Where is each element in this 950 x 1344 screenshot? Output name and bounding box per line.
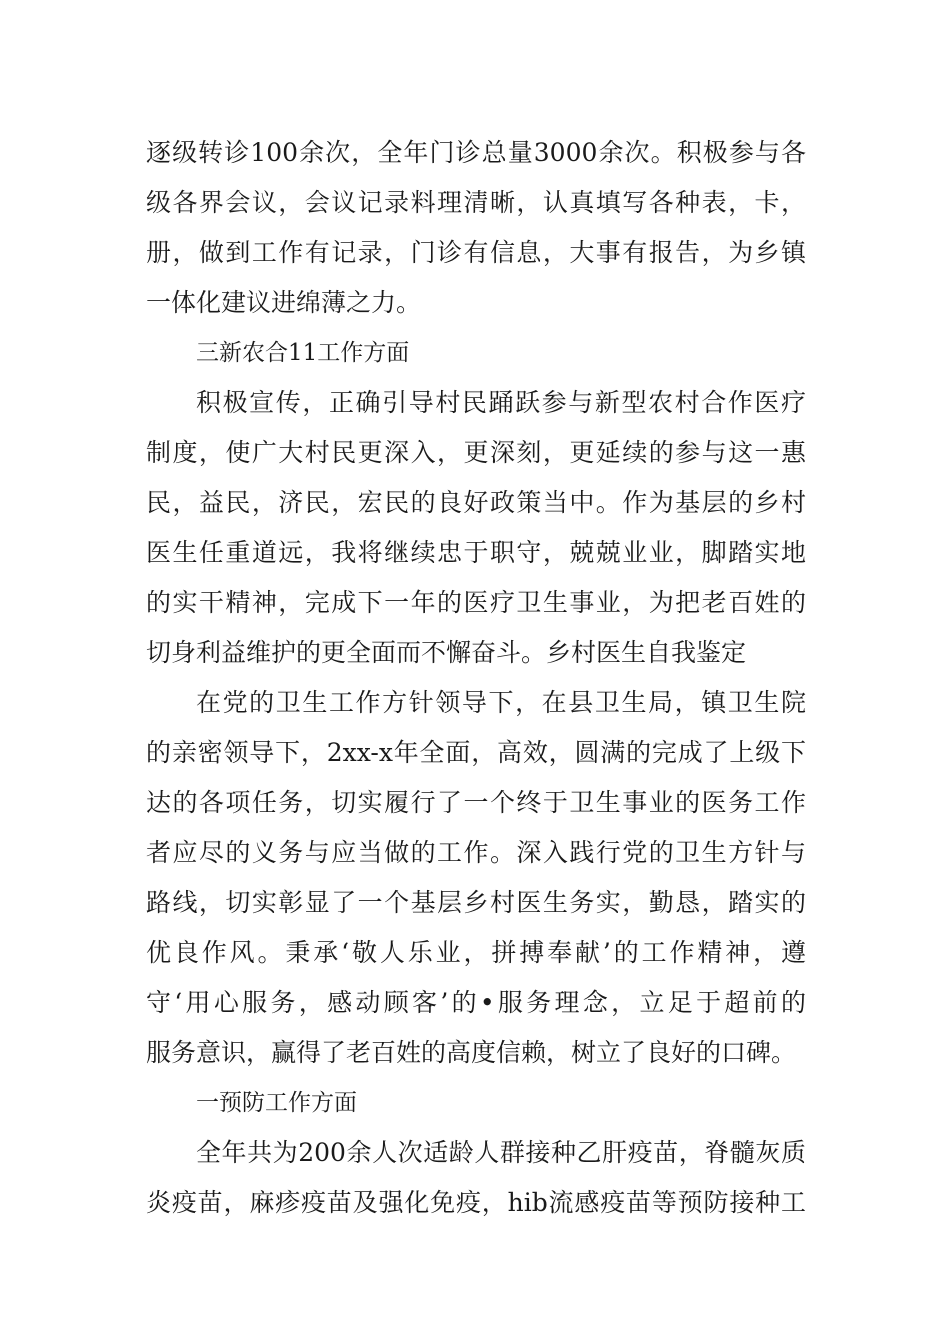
- text-line: 级各界会议，会议记录料理清晰，认真填写各种表，卡，: [146, 188, 806, 217]
- text-line: 的实干精神，完成下一年的医疗卫生事业，为把老百姓的: [146, 588, 806, 617]
- text-line: 逐级转诊100余次，全年门诊总量3000余次。积极参与各: [146, 138, 806, 167]
- text-line: 民，益民，济民，宏民的良好政策当中。作为基层的乡村: [146, 488, 806, 517]
- text-line: 一体化建议进绵薄之力。: [146, 288, 422, 317]
- text-line: 优良作风。秉承‘敬人乐业，拼搏奉献’的工作精神，遵: [146, 938, 806, 967]
- text-line: 制度，使广大村民更深入，更深刻，更延续的参与这一惠: [146, 438, 806, 467]
- text-line: 册，做到工作有记录，门诊有信息，大事有报告，为乡镇: [146, 238, 806, 267]
- text-line: 积极宣传，正确引导村民踊跃参与新型农村合作医疗: [196, 388, 806, 417]
- text-line: 达的各项任务，切实履行了一个终于卫生事业的医务工作: [146, 788, 806, 817]
- section-heading: 三新农合11工作方面: [196, 340, 410, 366]
- text-line: 路线，切实彰显了一个基层乡村医生务实，勤恳，踏实的: [146, 888, 806, 917]
- text-line: 者应尽的义务与应当做的工作。深入践行党的卫生方针与: [146, 838, 806, 867]
- text-line: 切身利益维护的更全面而不懈奋斗。乡村医生自我鉴定: [146, 638, 747, 667]
- section-heading: 一预防工作方面: [196, 1090, 357, 1116]
- text-line: 全年共为200余人次适龄人群接种乙肝疫苗，脊髓灰质: [196, 1138, 806, 1167]
- text-line: 医生任重道远，我将继续忠于职守，兢兢业业，脚踏实地: [146, 538, 806, 567]
- text-line: 炎疫苗，麻疹疫苗及强化免疫，hib流感疫苗等预防接种工: [146, 1188, 806, 1217]
- text-line: 服务意识，赢得了老百姓的高度信赖，树立了良好的口碑。: [146, 1038, 797, 1067]
- text-line: 在党的卫生工作方针领导下，在县卫生局，镇卫生院: [196, 688, 806, 717]
- text-line: 的亲密领导下，2xx-x年全面，高效，圆满的完成了上级下: [146, 738, 806, 767]
- text-line: 守‘用心服务，感动顾客’的•服务理念，立足于超前的: [146, 988, 806, 1017]
